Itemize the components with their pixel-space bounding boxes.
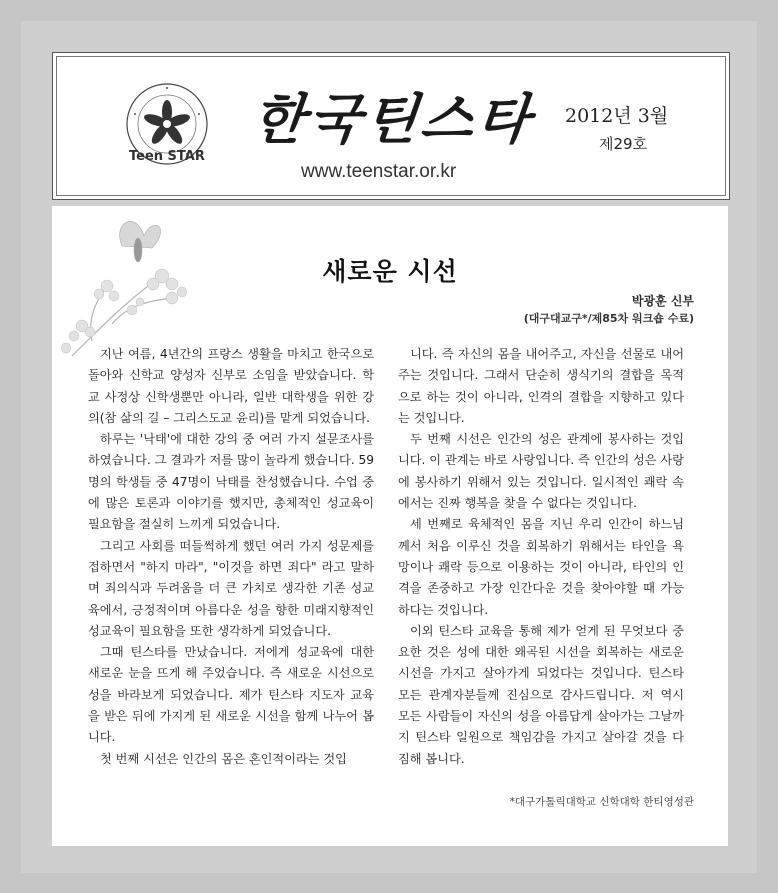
author-affiliation: (대구대교구*/제85차 워크숍 수료)	[523, 312, 694, 325]
masthead-title: 한국틴스타	[249, 87, 537, 151]
paragraph: 지난 여름, 4년간의 프랑스 생활을 마치고 한국으로 돌아와 신학교 양성자 신부로 소임을 받았습니다. 학교 사정상 신학생뿐만 아니라, 일반 대학생을 위한 강의(참 삶의 길 – 그리스도교 윤리)를 맡게 되었습니다.	[88, 347, 374, 425]
paragraph: 하루는 '낙태'에 대한 강의 중 여러 가지 설문조사를 하였습니다. 그 결과가 저를 많이 놀라게 했습니다. 59명의 학생들 중 47명이 낙태를 찬성했습니다. 수업 중에 많은 토론과 이야기를 했지만, 총체적인 성교육이 필요함을 절실히 느끼게 되었습니다.	[88, 432, 374, 532]
paragraph: 니다. 즉 자신의 몸을 내어주고, 자신을 선물로 내어주는 것입니다. 그래서 단순히 생식기의 결합을 목적으로 하는 것이 아니라, 인격의 결합을 지향하고 있다는 것입니다.	[398, 347, 684, 425]
article-body	[52, 206, 728, 846]
paragraph: 두 번째 시선은 인간의 성은 관계에 봉사하는 것입니다. 이 관계는 바로 사랑입니다. 즉 인간의 성은 사랑에 봉사하기 위해서 있는 것입니다. 일시적인 쾌락 속에서는 진짜 행복을 찾을 수 없다는 것입니다.	[398, 432, 684, 511]
author-name: 박광훈 신부	[631, 294, 694, 308]
paragraph: 그때 틴스타를 만났습니다. 저에게 성교육에 대한 새로운 눈을 뜨게 해 주었습니다. 즉 새로운 시선으로 성을 바라보게 되었습니다. 제가 틴스타 지도자 교육을 받은 뒤에 가지게 된 새로운 시선을 함께 나누어 봅니다.	[88, 645, 374, 745]
left-column	[88, 344, 374, 770]
website-url[interactable]: www.teenstar.or.kr	[301, 161, 457, 182]
paragraph: 그리고 사회를 떠들썩하게 했던 여러 가지 성문제를 접하면서 "하지 마라", "이것을 하면 죄다" 라고 말하며 죄의식과 두려움을 더 큰 가치로 생각한 기존 성교육에서, 긍정적이며 아름다운 성을 향한 미래지향적인 성교육이 필요함을 또한 생각하게 되었습니다.	[88, 538, 374, 638]
paragraph: 첫 번째 시선은 인간의 몸은 혼인적이라는 것입	[100, 751, 347, 766]
paragraph: 세 번째로 육체적인 몸을 지닌 우리 인간이 하느님께서 처음 이루신 것을 회복하기 위해서는 타인을 욕망이나 쾌락 등으로 이용하는 것이 아니라, 타인의 인격을 존중하고 가장 인간다운 것을 찾아야할 때 가능하다는 것입니다.	[398, 517, 684, 617]
article-title: 새로운 시선	[322, 257, 458, 286]
right-column	[398, 344, 684, 770]
issue-date: 2012년 3월	[565, 105, 669, 127]
issue-number: 제29호	[599, 135, 648, 153]
newsletter-header	[52, 52, 730, 200]
footnote: *대구가톨릭대학교 신학대학 한티영성관	[509, 796, 694, 808]
paragraph: 이외 틴스타 교육을 통해 제가 얻게 된 무엇보다 중요한 것은 성에 대한 왜곡된 시선을 회복하는 새로운 시선을 가지고 살아가게 되었다는 것입니다. 틴스타 모든 관계자분들께 진심으로 감사드립니다. 저 역시 모든 사람들이 자신의 성을 아름답게 살아가는 그날까지 틴스타 일원으로 책임감을 가지고 살아갈 것을 다짐해 봅니다.	[398, 623, 684, 766]
logo-text: Teen STAR	[129, 149, 205, 164]
